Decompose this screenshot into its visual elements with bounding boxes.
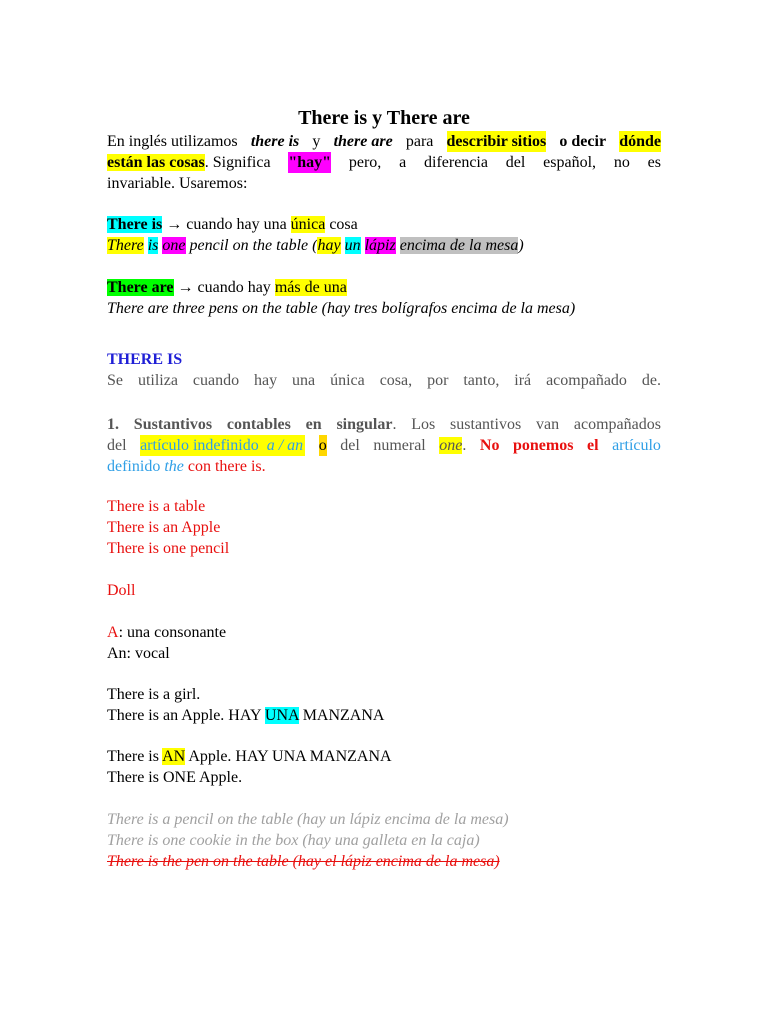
there-are-term: There are: [107, 279, 174, 296]
section-word: Se: [107, 372, 123, 389]
intro-text: . Significa: [204, 154, 271, 171]
intro-text: español,: [543, 154, 597, 171]
an-rule: An: vocal: [107, 645, 170, 662]
intro-text: no: [613, 154, 630, 171]
articulo-indefinido-highlight: [140, 435, 305, 456]
ex-one: one: [162, 237, 186, 254]
articulo-definido: definido: [107, 458, 161, 475]
point-number: 1.: [107, 416, 119, 433]
section-word: irá: [514, 372, 532, 389]
rule-key-mas-de-una: más de una: [274, 279, 347, 296]
point-heading-word: en: [305, 416, 322, 433]
intro-text: a: [399, 154, 407, 171]
section-word: cosa,: [379, 372, 413, 389]
rule-key-unica: única: [290, 216, 326, 233]
intro-text: o decir: [559, 133, 607, 150]
intro-text: y: [312, 133, 321, 150]
no-ponemos: ponemos: [513, 437, 574, 454]
apple-text: There is: [107, 748, 163, 765]
intro-estan-las-cosas: están las cosas: [107, 154, 205, 171]
red-example: There is an Apple: [107, 519, 221, 536]
a-rule: [107, 622, 661, 643]
no-ponemos: el: [586, 437, 599, 454]
rule-text: → cuando hay una: [166, 216, 291, 233]
articulo-definido: artículo: [612, 437, 661, 454]
ex-encima: encima de la mesa: [399, 237, 519, 254]
there-are-example: There are three pens on the table (hay tres bolígrafos encima de la mesa): [107, 300, 576, 317]
point1-line-1: [107, 414, 661, 435]
section-word: cuando: [192, 372, 240, 389]
point-text: sustantivos: [450, 416, 522, 433]
section-word: tanto,: [463, 372, 500, 389]
the-word: the: [164, 458, 184, 475]
point-heading-word: singular: [336, 416, 393, 433]
point-text: del: [107, 437, 127, 454]
point1-line-2: [107, 435, 661, 456]
section-heading: THERE IS: [107, 351, 183, 368]
intro-text: En inglés utilizamos: [107, 133, 238, 150]
ex-there: There: [107, 237, 144, 254]
section-word: utiliza: [137, 372, 178, 389]
point-heading-word: contables: [226, 416, 291, 433]
point-text: Los: [411, 416, 436, 433]
con-there-is: con there is.: [187, 458, 266, 475]
intro-text: pero,: [348, 154, 382, 171]
apple-text: Apple. HAY UNA MANZANA: [185, 748, 392, 765]
ex-un: un: [344, 237, 361, 254]
point-text: .: [462, 437, 467, 454]
intro-line-3: invariable. Usaremos:: [107, 175, 248, 192]
an-highlight: AN: [162, 748, 186, 765]
doll-word: Doll: [107, 582, 136, 599]
ex-hay: hay: [317, 237, 341, 254]
intro-hay: "hay": [288, 154, 332, 171]
intro-line-1: [107, 131, 661, 152]
ex-text: pencil on the table (: [189, 237, 318, 254]
struck-example: There is the pen on the table (hay el lápiz encima de la mesa): [107, 853, 500, 870]
a-rule-text: : una consonante: [118, 624, 227, 641]
there-is-rule: [107, 214, 661, 235]
girl-example: There is a girl.: [107, 686, 201, 703]
point1-line-3: [107, 456, 661, 477]
section-word: hay: [254, 372, 278, 389]
intro-describir-sitios: describir sitios: [446, 133, 547, 150]
point-text: numeral: [373, 437, 426, 454]
intro-donde: dónde: [619, 133, 661, 150]
there-are-rule: [107, 277, 661, 298]
apple-text: MANZANA: [298, 707, 385, 724]
rule-text: → cuando hay: [177, 279, 275, 296]
there-is-example: [107, 235, 661, 256]
apple-example-2: [107, 746, 661, 767]
section-word: por: [427, 372, 449, 389]
una-highlight: UNA: [264, 707, 299, 724]
point-text-o: o: [318, 437, 327, 454]
rule-text: cosa: [325, 216, 358, 233]
red-example: There is one pencil: [107, 540, 230, 557]
there-is-term: There is: [107, 216, 163, 233]
section-word: de.: [641, 372, 661, 389]
point-text: del: [340, 437, 360, 454]
articulo-indefinido: artículo indefinido: [140, 437, 259, 454]
point-heading-word: Sustantivos: [133, 416, 213, 433]
point-text: van: [535, 416, 560, 433]
numeral-one: one: [439, 437, 463, 454]
apple-example-3: There is ONE Apple.: [107, 769, 243, 786]
gray-example: There is a pencil on the table (hay un lápiz encima de la mesa): [107, 811, 509, 828]
document-title: There is y There are: [298, 107, 470, 129]
apple-example-1: [107, 705, 661, 726]
intro-there-is: there is: [250, 133, 300, 150]
intro-text: para: [405, 133, 434, 150]
ex-is: is: [147, 237, 159, 254]
ex-lapiz: lápiz: [364, 237, 396, 254]
section-word: única: [330, 372, 365, 389]
intro-line-2: [107, 152, 661, 173]
ex-text: ): [518, 237, 524, 254]
intro-there-are: there are: [333, 133, 393, 150]
section-word: acompañado: [546, 372, 627, 389]
a-an: a / an: [266, 437, 304, 454]
red-example: There is a table: [107, 498, 206, 515]
intro-text: diferencia: [424, 154, 488, 171]
a-letter: A: [107, 624, 119, 641]
no-ponemos: No: [479, 437, 500, 454]
point-text: .: [392, 416, 397, 433]
point-text: acompañados: [573, 416, 661, 433]
gray-example: There is one cookie in the box (hay una galleta en la caja): [107, 832, 480, 849]
section-intro: [107, 370, 661, 391]
section-word: una: [292, 372, 316, 389]
intro-text: del: [505, 154, 526, 171]
intro-text: es: [647, 154, 661, 171]
apple-text: There is an Apple. HAY: [107, 707, 265, 724]
